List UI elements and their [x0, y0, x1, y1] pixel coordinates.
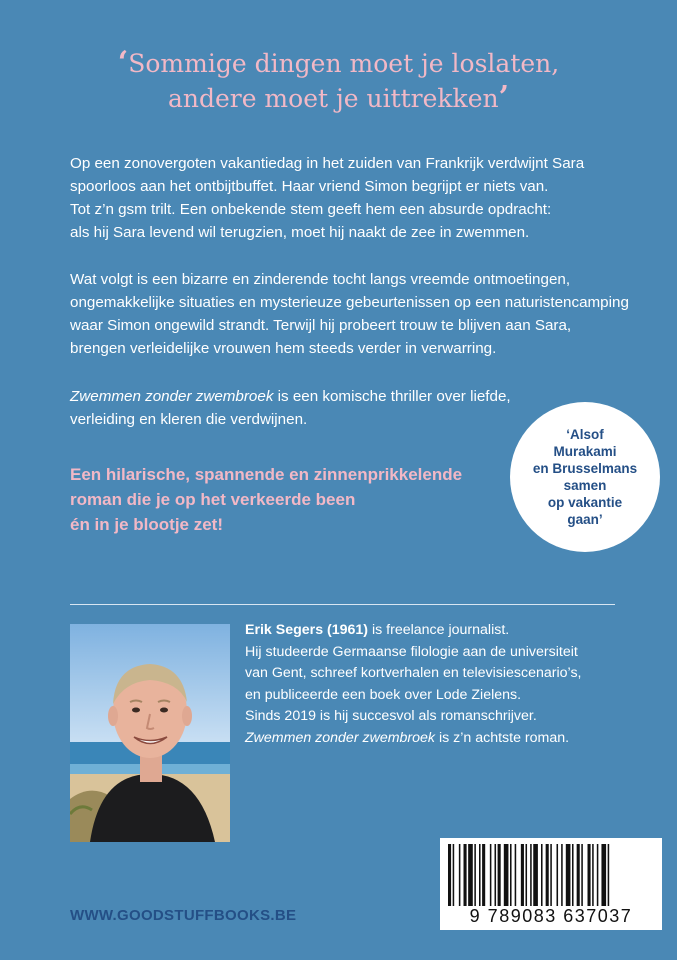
- blurb-line: [70, 385, 630, 408]
- badge-line: Murakami: [553, 444, 617, 459]
- tagline-line: roman die je op het verkeerde been: [70, 490, 356, 509]
- pink-tagline: [70, 462, 510, 537]
- blurb-text: is een komische thriller over liefde,: [273, 388, 511, 405]
- bio-line: van Gent, schreef kortverhalen en televisiescenario’s,: [245, 665, 582, 681]
- bio-line: Sinds 2019 is hij succesvol als romanschrijver.: [245, 708, 537, 724]
- isbn-digits: 9 789083 637037: [469, 906, 633, 926]
- author-bio: [245, 620, 665, 749]
- book-title-italic: Zwemmen zonder zwembroek: [245, 729, 436, 746]
- blurb-line: verleiding en kleren die verdwijnen.: [70, 411, 308, 428]
- blurb-line: waar Simon ongewild strandt. Terwijl hij probeert trouw te blijven aan Sara,: [70, 317, 572, 334]
- badge-line: samen: [563, 478, 607, 493]
- book-title-italic: Zwemmen zonder zwembroek: [70, 388, 274, 405]
- section-divider: [70, 604, 615, 605]
- cover-quote: [0, 46, 677, 116]
- blurb-line: als hij Sara levend wil terugzien, moet hij naakt de zee in zwemmen.: [70, 224, 530, 241]
- quote-line-2: andere moet je uittrekken: [167, 84, 499, 113]
- blurb-line: brengen verleidelijke vrouwen hem steeds verder in verwarring.: [70, 340, 497, 357]
- bio-text: is freelance journalist.: [368, 622, 510, 638]
- author-photo: [70, 624, 230, 842]
- quote-open-mark: ‘: [117, 45, 129, 80]
- bio-line: Hij studeerde Germaanse filologie aan de universiteit: [245, 643, 578, 660]
- blurb-line: spoorloos aan het ontbijtbuffet. Haar vriend Simon begrijpt er niets van.: [70, 178, 549, 195]
- bio-text: is z’n achtste roman.: [435, 729, 570, 746]
- bio-line: [245, 728, 665, 750]
- isbn-barcode: [440, 838, 662, 930]
- bio-line: [245, 620, 665, 642]
- author-name: Erik Segers (1961): [245, 622, 369, 638]
- bio-line: en publiceerde een boek over Lode Zielens.: [245, 686, 522, 703]
- blurb-line: Wat volgt is een bizarre en zinderende tocht langs vreemde ontmoetingen,: [70, 271, 571, 288]
- tagline-line: én in je blootje zet!: [70, 515, 224, 534]
- badge-line: op vakantie: [547, 495, 623, 510]
- review-quote-badge: [510, 402, 660, 552]
- blurb-line: ongemakkelijke situaties en mysterieuze gebeurtenissen op een naturistencamping: [70, 294, 629, 311]
- tagline-line: Een hilarische, spannende en zinnenprikkelende: [70, 465, 463, 484]
- blurb-paragraph-1: [70, 152, 630, 244]
- badge-line: gaan’: [567, 512, 603, 527]
- blurb-line: Tot z’n gsm trilt. Een onbekende stem geeft hem een absurde opdracht:: [70, 201, 552, 218]
- badge-line: ‘Alsof: [566, 427, 604, 442]
- publisher-website: WWW.GOODSTUFFBOOKS.BE: [70, 907, 297, 924]
- blurb-paragraph-2: [70, 268, 630, 360]
- badge-line: en Brusselmans: [532, 461, 638, 476]
- barcode-bars: [446, 844, 656, 906]
- blurb-line: Op een zonovergoten vakantiedag in het zuiden van Frankrijk verdwijnt Sara: [70, 155, 585, 172]
- quote-line-1: Sommige dingen moet je loslaten,: [128, 49, 560, 78]
- quote-close-mark: ’: [498, 80, 510, 115]
